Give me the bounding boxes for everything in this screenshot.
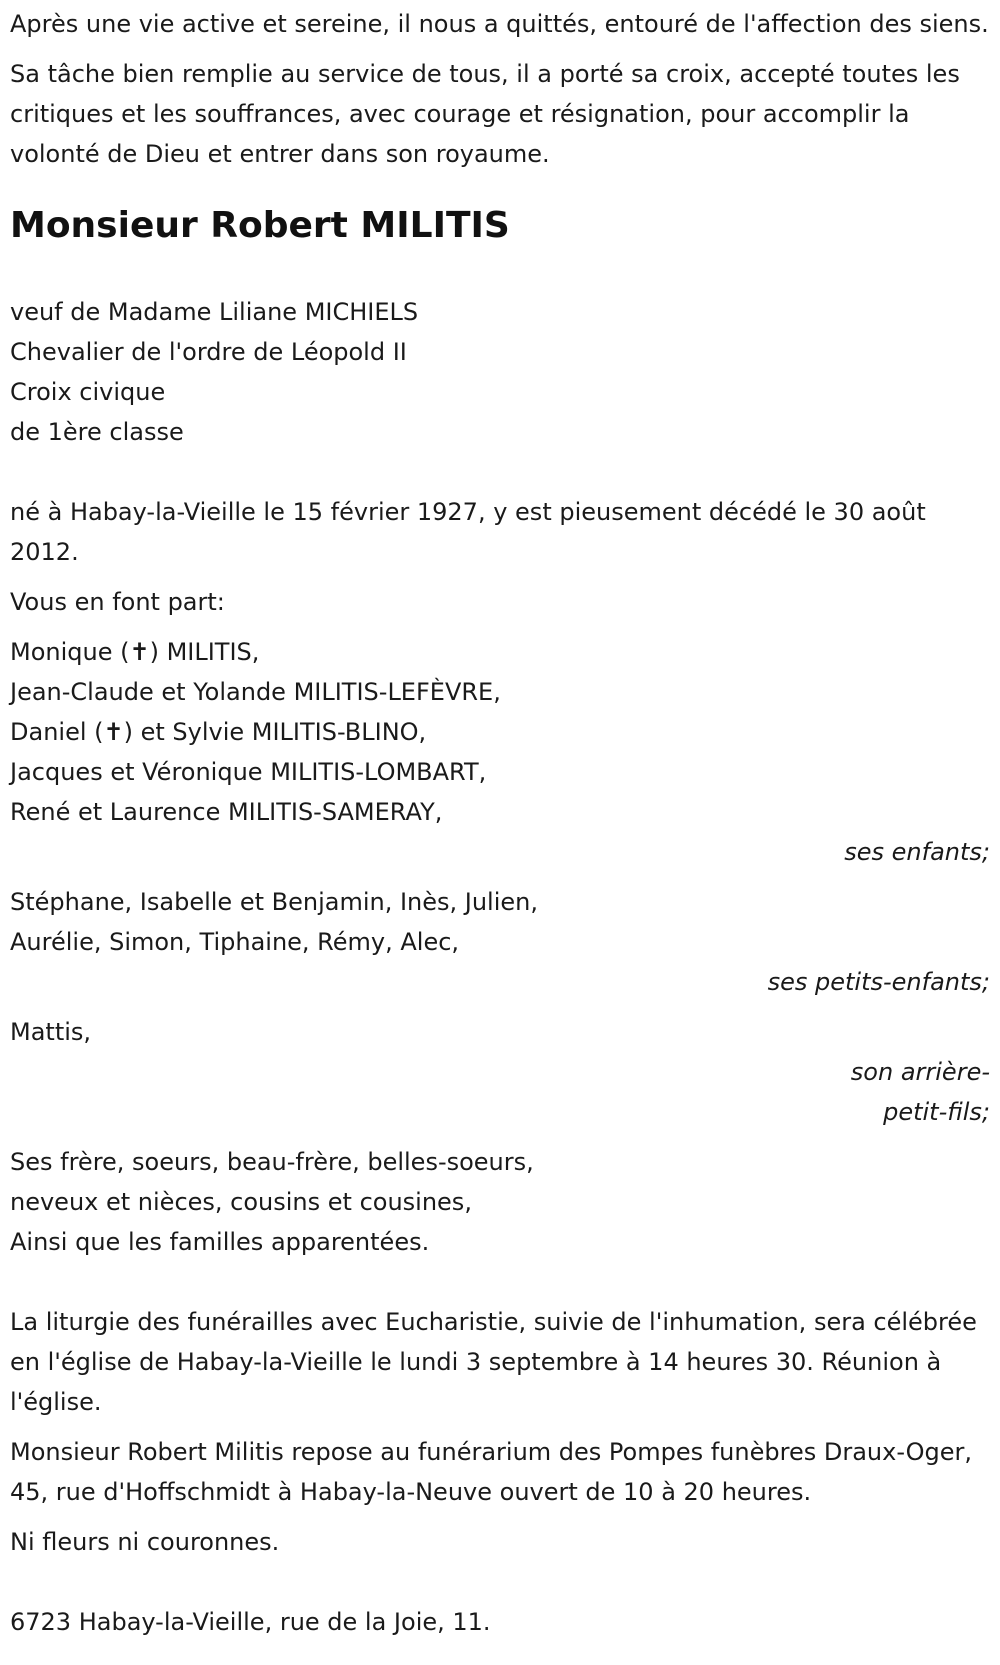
title-line: de 1ère classe xyxy=(10,418,184,446)
children-label: ses enfants; xyxy=(844,838,990,866)
intro-paragraph-1: Après une vie active et sereine, il nous a quittés, entouré de l'affection des siens. xyxy=(10,10,989,38)
ceremony-text: La liturgie des funérailles avec Eucharistie, suivie de l'inhumation, sera célébrée en l'église de Habay-la-Vieille le lundi 3 septembre à 14 heures 30. Réunion à l'église. xyxy=(10,1308,977,1416)
deceased-name: Monsieur Robert MILITIS xyxy=(10,205,510,246)
child-line: Monique (✝) MILITIS, xyxy=(10,638,260,666)
intro-paragraph-2: Sa tâche bien remplie au service de tous, il a porté sa croix, accepté toutes les critiques et les souffrances, avec courage et résignation, pour accomplir la volonté de Dieu et entrer dans son royaume. xyxy=(10,60,960,168)
great-grandchildren-list xyxy=(10,1012,990,1052)
title-line: Croix civique xyxy=(10,378,166,406)
grandchildren-list xyxy=(10,882,990,962)
child-line: Jean-Claude et Yolande MILITIS-LEFÈVRE, xyxy=(10,678,501,706)
grandchildren-label: ses petits-enfants; xyxy=(767,968,990,996)
announcement-intro: Vous en font part: xyxy=(10,588,225,616)
no-flowers-text: Ni fleurs ni couronnes. xyxy=(10,1528,280,1556)
grandchild-line: Stéphane, Isabelle et Benjamin, Inès, Julien, xyxy=(10,888,538,916)
relatives-list xyxy=(10,1142,990,1262)
relatives-line: Ainsi que les familles apparentées. xyxy=(10,1228,430,1256)
great-grandchildren-label xyxy=(10,1052,990,1132)
great-grandchildren-label-line-1: son arrière- xyxy=(850,1058,990,1086)
great-grandchild-line: Mattis, xyxy=(10,1018,92,1046)
funerarium-text: Monsieur Robert Militis repose au funérarium des Pompes funèbres Draux-Oger, 45, rue d'Hoffschmidt à Habay-la-Neuve ouvert de 10 à 20 heures. xyxy=(10,1438,973,1506)
address-text: 6723 Habay-la-Vieille, rue de la Joie, 11. xyxy=(10,1608,491,1636)
child-line: Jacques et Véronique MILITIS-LOMBART, xyxy=(10,758,487,786)
child-line: René et Laurence MILITIS-SAMERAY, xyxy=(10,798,443,826)
birth-death-text: né à Habay-la-Vieille le 15 février 1927, y est pieusement décédé le 30 août 2012. xyxy=(10,498,926,566)
relatives-line: Ses frère, soeurs, beau-frère, belles-soeurs, xyxy=(10,1148,534,1176)
title-line: Chevalier de l'ordre de Léopold II xyxy=(10,338,407,366)
grandchild-line: Aurélie, Simon, Tiphaine, Rémy, Alec, xyxy=(10,928,460,956)
child-line: Daniel (✝) et Sylvie MILITIS-BLINO, xyxy=(10,718,427,746)
children-list xyxy=(10,632,990,832)
great-grandchildren-label-line-2: petit-fils; xyxy=(883,1098,990,1126)
deceased-titles xyxy=(10,292,990,452)
relatives-line: neveux et nièces, cousins et cousines, xyxy=(10,1188,472,1216)
title-line: veuf de Madame Liliane MICHIELS xyxy=(10,298,419,326)
